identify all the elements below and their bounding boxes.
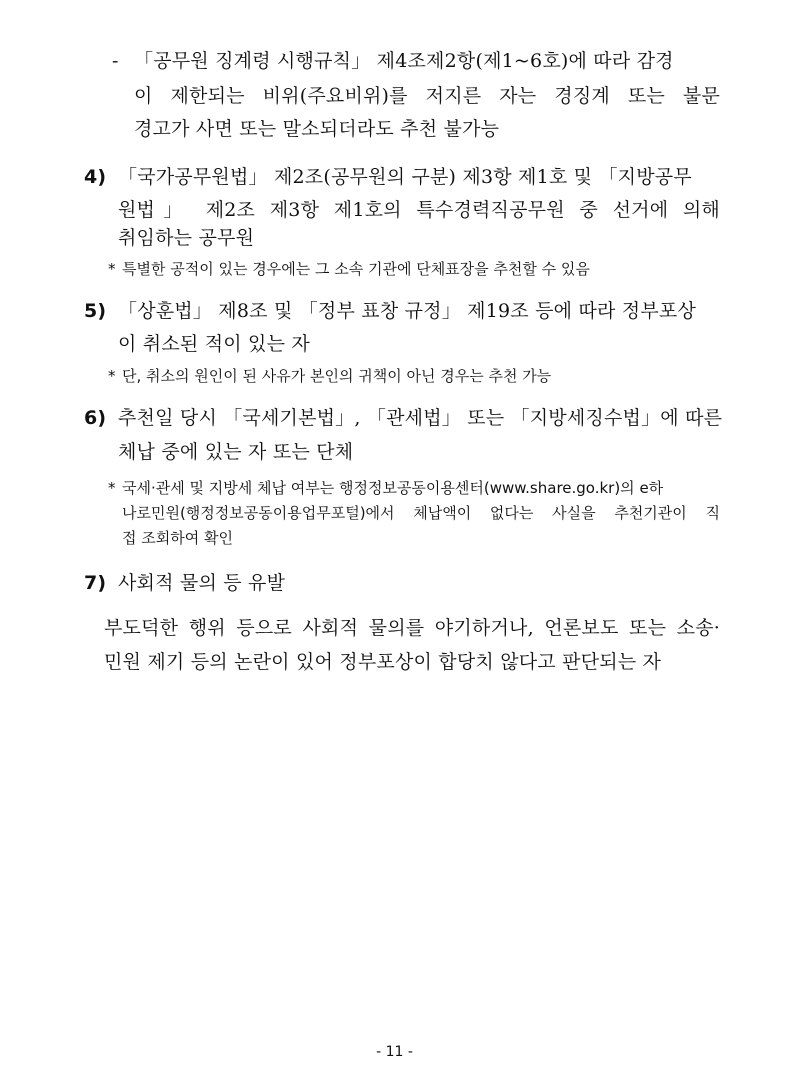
item-6-line-1 (84, 403, 723, 433)
item-6-number: 6) (84, 407, 107, 429)
item-7-heading (84, 568, 285, 598)
item-4-text-1: 「국가공무원법」 제2조(공무원의 구분) 제3항 제1호 및 「지방공무 (118, 166, 692, 188)
item-7-body-line-1: 부도덕한 행위 등으로 사회적 물의를 야기하거나, 언론보도 또는 소송· (104, 617, 720, 639)
note-star: * (108, 367, 116, 385)
item-5-text-1: 「상훈법」 제8조 및 「정부 표창 규정」 제19조 등에 따라 정부포상 (118, 300, 697, 322)
item-6-line-2: 체납 중에 있는 자 또는 단체 (118, 441, 354, 463)
item-7-body-line-2: 민원 제기 등의 논란이 있어 정부포상이 합당치 않다고 판단되는 자 (104, 651, 662, 673)
item-6-note-text-1: 국세·관세 및 지방세 체납 여부는 행정정보공동이용센터(www.share.go.kr)의 e하 (122, 479, 664, 497)
item-5-number: 5) (84, 300, 107, 322)
item-5-line-1 (84, 296, 720, 326)
item-4-number: 4) (84, 166, 107, 188)
item-4-line-3: 취임하는 공무원 (118, 227, 255, 249)
note-star: * (108, 260, 116, 278)
item-4-note-text: 특별한 공적이 있는 경우에는 그 소속 기관에 단체표장을 추천할 수 있음 (122, 260, 590, 278)
item-7-number: 7) (84, 572, 107, 594)
page-number: - 11 - (376, 1044, 413, 1060)
item-5-note-text: 단, 취소의 원인이 된 사유가 본인의 귀책이 아닌 경우는 추천 가능 (122, 367, 552, 385)
block-a-line-2: 이 제한되는 비위(주요비위)를 저지른 자는 경징계 또는 불문 (134, 85, 720, 107)
note-star: * (108, 479, 116, 497)
block-a-text-1: 「공무원 징계령 시행규칙」 제4조제2항(제1~6호)에 따라 감경 (134, 50, 674, 72)
item-4-line-2: 원법」 제2조 제3항 제1호의 특수경력직공무원 중 선거에 의해 (118, 199, 720, 221)
item-5-line-2: 이 취소된 적이 있는 자 (118, 333, 310, 355)
item-6-note-line-2: 나로민원(행정정보공동이용업무포털)에서 체납액이 없다는 사실을 추천기관이 직 (122, 504, 720, 522)
item-5-note (108, 364, 551, 388)
item-6-note-line-3: 접 조회하여 확인 (122, 529, 233, 547)
item-7-title: 사회적 물의 등 유발 (118, 572, 286, 594)
item-6-note-line-1 (108, 476, 663, 500)
block-a-line-3: 경고가 사면 또는 말소되더라도 추천 불가능 (134, 118, 500, 140)
dash-marker: - (112, 50, 119, 72)
item-6-text-1: 추천일 당시 「국세기본법」, 「관세법」 또는 「지방세징수법」에 따른 (118, 407, 723, 429)
item-4-line-1 (84, 162, 720, 192)
item-4-note (108, 257, 590, 281)
block-a-line-1 (112, 46, 720, 76)
